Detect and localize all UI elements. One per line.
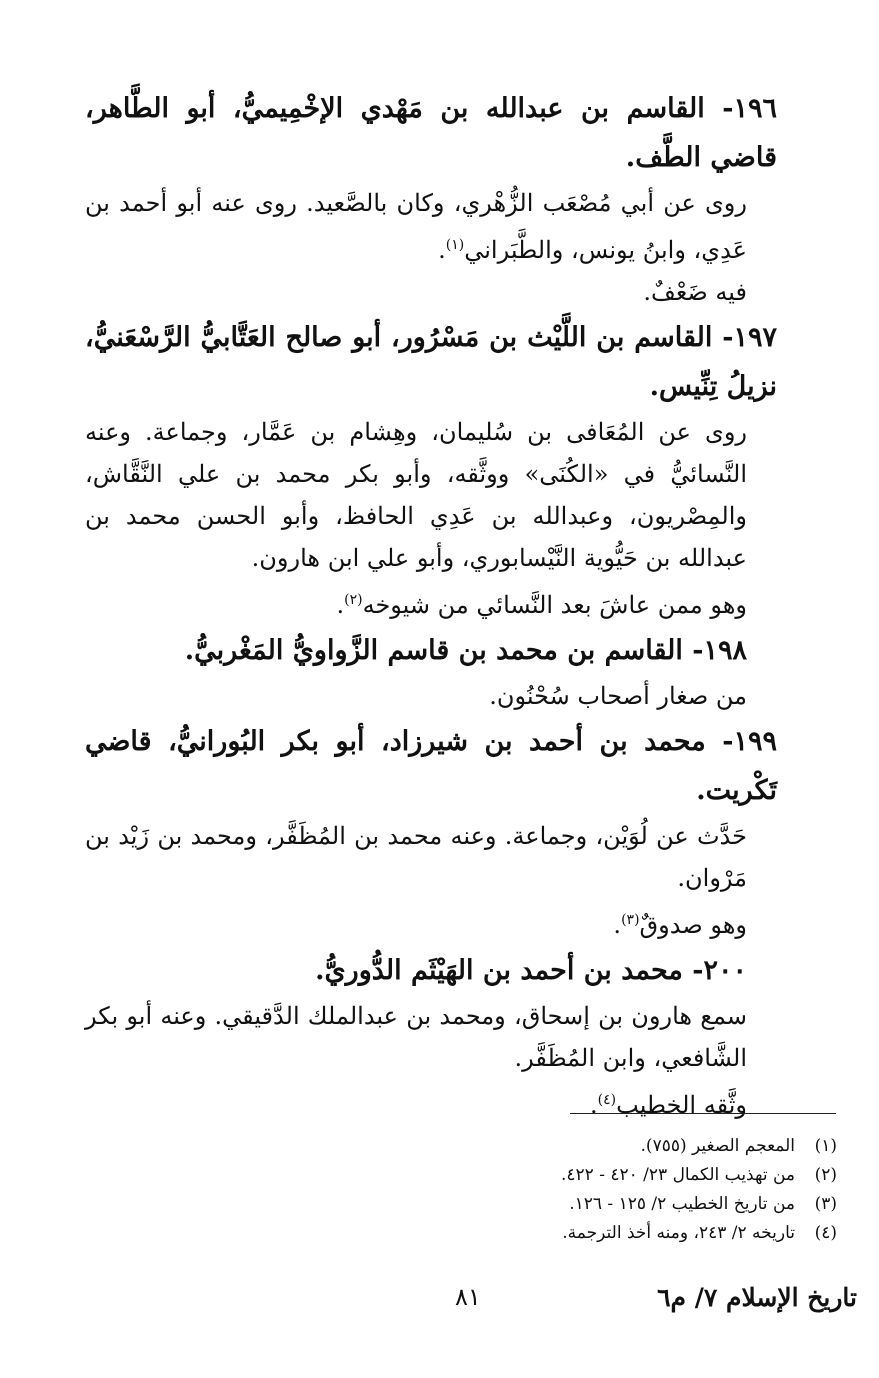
page-number: ٨١ bbox=[455, 1283, 481, 1311]
entry-title: ١٩٧- القاسم بن اللَّيْث بن مَسْرُور، أبو صالح العَتَّابيُّ الرَّسْعَنيُّ، نزيلُ تِنِّيس. bbox=[85, 322, 777, 402]
footnote-ref[interactable]: (٣) bbox=[621, 912, 640, 928]
footnotes bbox=[300, 1132, 837, 1248]
entry-paragraph: من صغار أصحاب سُحْنُون. bbox=[489, 682, 747, 710]
footnote-divider bbox=[570, 1113, 836, 1114]
footnote-item bbox=[300, 1132, 837, 1161]
entry-198 bbox=[85, 626, 777, 717]
footnote-number: (٢) bbox=[814, 1165, 837, 1185]
entry-199 bbox=[85, 717, 777, 946]
footnote-ref[interactable]: (١) bbox=[445, 237, 465, 253]
entry-197 bbox=[85, 313, 777, 626]
footnote-item bbox=[300, 1190, 837, 1219]
footnote-text: تاريخه ٢/ ٢٤٣، ومنه أخذ الترجمة. bbox=[562, 1223, 795, 1243]
footnote-ref[interactable]: (٤) bbox=[597, 1092, 617, 1108]
entry-title: ١٩٩- محمد بن أحمد بن شيرزاد، أبو بكر البُورانيُّ، قاضي تَكْريت. bbox=[85, 726, 777, 806]
page-footer bbox=[0, 1283, 879, 1323]
entry-title: ٢٠٠- محمد بن أحمد بن الهَيْثَم الدُّوريُّ. bbox=[315, 955, 747, 986]
entry-paragraph: سمع هارون بن إسحاق، ومحمد بن عبدالملك الدَّقيقي. وعنه أبو بكر الشَّافعي، وابن المُظَفَّر. bbox=[85, 1002, 747, 1072]
page-body bbox=[85, 84, 777, 1126]
entry-paragraph: روى عن المُعَافى بن سُليمان، وهِشام بن عَمَّار، وجماعة. وعنه النَّسائيُّ في «الكُنَى» ووثَّقه، وأبو بكر محمد بن علي النَّقَّاش، والمِصْريون، وعبدالله بن عَدِي الحافظ، وأبو الحسن محمد بن عبدالله بن حَيُّوية النَّيْسابوري، وأبو علي ابن هارون. bbox=[85, 418, 748, 572]
entry-title: ١٩٦- القاسم بن عبدالله بن مَهْدي الإخْمِيميُّ، أبو الطَّاهر، قاضي الطَّف. bbox=[85, 93, 777, 173]
entry-paragraph: وهو صدوقٌ$^{(٣)}$. bbox=[613, 911, 747, 939]
entry-paragraph: حَدَّث عن لُوَيْن، وجماعة. وعنه محمد بن المُظَفَّر، ومحمد بن زَيْد بن مَرْوان. bbox=[85, 822, 747, 892]
entry-paragraph: وهو ممن عاشَ بعد النَّسائي من شيوخه$^{(٢)}$. bbox=[336, 591, 747, 619]
footnote-text: المعجم الصغير (٧٥٥). bbox=[640, 1136, 795, 1156]
footnote-text: من تاريخ الخطيب ٢/ ١٢٥ - ١٢٦. bbox=[569, 1194, 795, 1214]
footnote-number: (١) bbox=[814, 1136, 837, 1156]
entry-paragraph: روى عن أبي مُصْعَب الزُّهْري، وكان بالصَّعيد. روى عنه أبو أحمد بن عَدِي، وابنُ يونس، والطَّبَراني$^{(١)}$. bbox=[85, 189, 747, 264]
footnote-item bbox=[300, 1161, 837, 1190]
entry-paragraph: وثَّقه الخطيب$^{(٤)}$. bbox=[590, 1091, 747, 1119]
footnote-number: (٤) bbox=[814, 1223, 837, 1243]
entry-title: ١٩٨- القاسم بن محمد بن قاسم الزَّواويُّ المَغْربيُّ. bbox=[184, 635, 747, 666]
footnote-item bbox=[300, 1219, 837, 1248]
entry-200 bbox=[85, 946, 777, 1126]
entry-paragraph: فيه ضَعْفٌ. bbox=[643, 278, 747, 306]
running-title: تاريخ الإسلام ٧/ م٦ bbox=[657, 1283, 857, 1312]
entry-196 bbox=[85, 84, 777, 313]
footnote-number: (٣) bbox=[814, 1194, 837, 1214]
footnote-ref[interactable]: (٢) bbox=[344, 592, 363, 608]
footnote-text: من تهذيب الكمال ٢٣/ ٤٢٠ - ٤٢٢. bbox=[560, 1165, 795, 1185]
